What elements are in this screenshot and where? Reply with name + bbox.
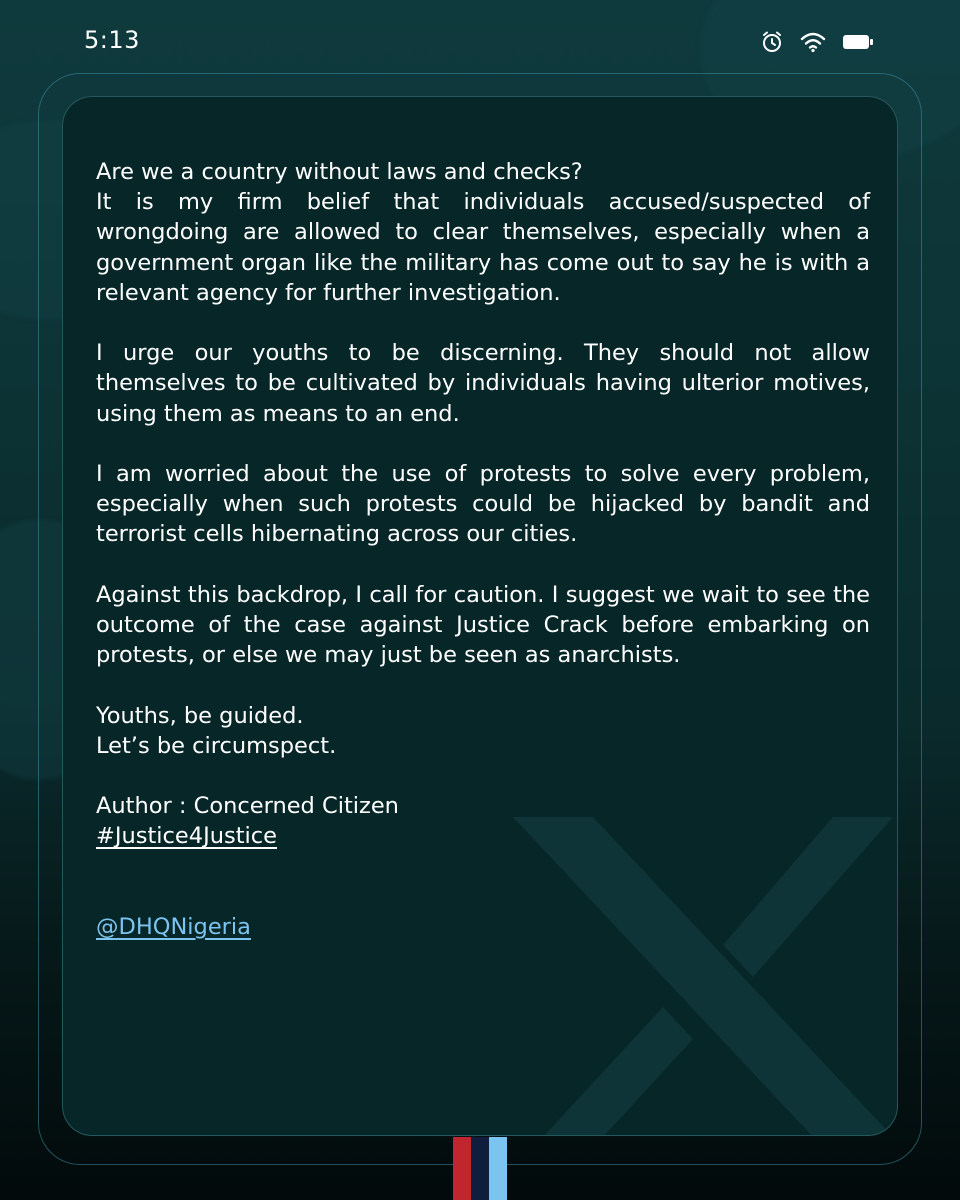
status-time: 5:13 [84, 26, 140, 54]
battery-icon [842, 32, 874, 52]
wifi-icon [800, 31, 826, 53]
flag-stripe-red [453, 1137, 471, 1200]
hashtag-link[interactable]: #Justice4Justice [96, 823, 277, 850]
flag-stripe-navy [471, 1137, 489, 1200]
paragraph-intro [96, 157, 870, 308]
paragraph-closing [96, 701, 870, 761]
paragraph-youths: I urge our youths to be discerning. They should not allow themselves to be cultivated by individuals having ulterior motives, using them as means to an end. [96, 340, 870, 427]
handle-link[interactable]: @DHQNigeria [96, 913, 251, 940]
flag-stripes [453, 1137, 507, 1200]
paragraph-caution: Against this backdrop, I call for caution. I suggest we wait to see the outcome of the case against Justice Crack before embarking on protests, or else we may just be seen as anarchists. [96, 581, 870, 669]
flag-stripe-lightblue [489, 1137, 507, 1200]
author-line: Author : Concerned Citizen [96, 793, 399, 820]
closing-line-2: Let’s be circumspect. [96, 732, 337, 759]
handle-block [96, 912, 870, 942]
status-icons [760, 30, 874, 54]
letter-card [62, 96, 898, 1136]
closing-line-1: Youths, be guided. [96, 702, 304, 729]
spacer [96, 882, 870, 912]
question-line: Are we a country without laws and checks? [96, 159, 583, 185]
signature-block [96, 791, 870, 851]
letter-body [96, 157, 870, 972]
belief-text: It is my firm belief that individuals accused/suspected of wrongdoing are allowed to clear themselves, especially when a government organ like the military has come out to say he is with a relevant agency for further investigation. [96, 189, 870, 306]
alarm-icon [760, 30, 784, 54]
status-bar [0, 0, 960, 80]
paragraph-protests: I am worried about the use of protests to solve every problem, especially when such protests could be hijacked by bandit and terrorist cells hibernating across our cities. [96, 461, 870, 548]
